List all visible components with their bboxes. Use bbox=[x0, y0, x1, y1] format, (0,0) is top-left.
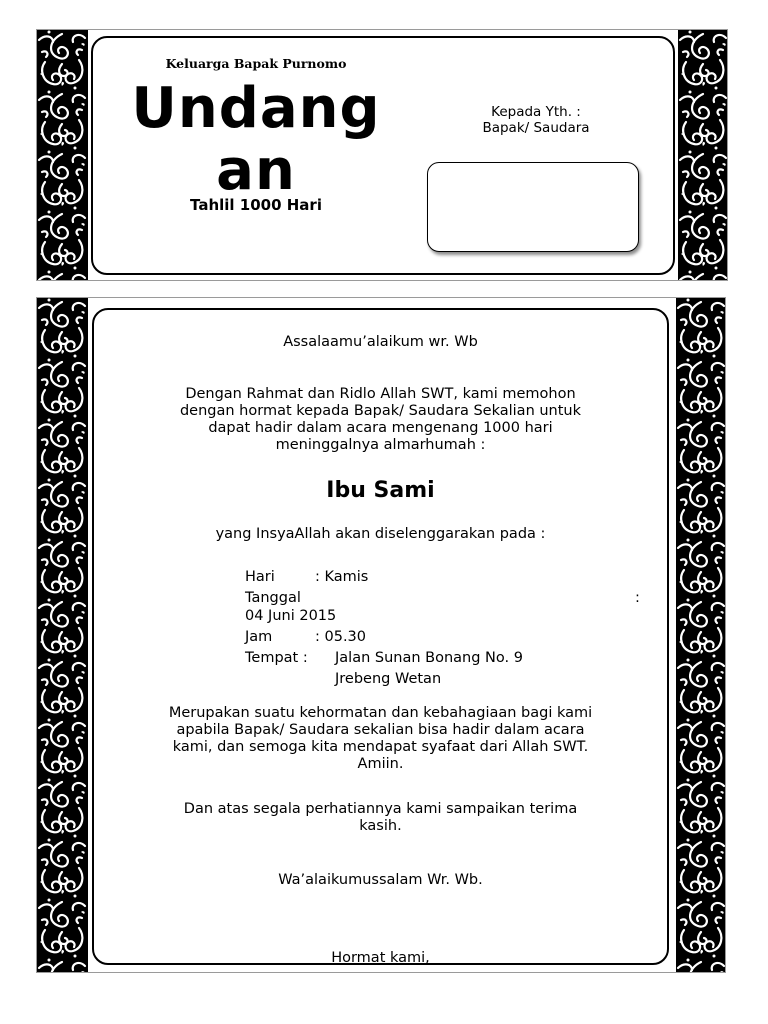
held-line: yang InsyaAllah akan diselenggarakan pada : bbox=[215, 526, 546, 542]
letter-frame bbox=[92, 308, 669, 965]
recipient-line-2: Bapak/ Saudara bbox=[482, 120, 590, 136]
honor-line: Amiin. bbox=[357, 756, 404, 772]
hari-label: Hari bbox=[245, 569, 275, 585]
hari-value: : Kamis bbox=[315, 569, 369, 585]
ornament-pattern bbox=[676, 298, 725, 972]
tempat-label: Tempat : bbox=[245, 650, 308, 666]
damask-border-left bbox=[37, 298, 88, 972]
intro-line: dapat hadir dalam acara mengenang 1000 hari bbox=[208, 420, 553, 436]
title-line-2: an bbox=[216, 138, 296, 203]
intro-line: meninggalnya almarhumah : bbox=[275, 437, 486, 453]
honor-line: kami, dan semoga kita mendapat syafaat dari Allah SWT. bbox=[172, 739, 589, 755]
greeting: Assalaamu’alaikum wr. Wb bbox=[283, 334, 478, 350]
tempat-value-line-1: Jalan Sunan Bonang No. 9 bbox=[335, 650, 523, 666]
ornament-pattern bbox=[678, 30, 727, 280]
cover-frame bbox=[91, 36, 675, 275]
thanks-line: Dan atas segala perhatiannya kami sampaikan terima bbox=[183, 801, 578, 817]
intro-line: dengan hormat kepada Bapak/ Saudara Sekalian untuk bbox=[179, 403, 582, 419]
honor-line: apabila Bapak/ Saudara sekalian bisa hadir dalam acara bbox=[176, 722, 585, 738]
jam-label: Jam bbox=[245, 629, 273, 645]
damask-border-right bbox=[678, 30, 727, 280]
damask-border-right bbox=[676, 298, 725, 972]
family-name: Keluarga Bapak Purnomo bbox=[165, 56, 347, 71]
event-subtitle: Tahlil 1000 Hari bbox=[190, 196, 322, 214]
deceased-name: Ibu Sami bbox=[326, 478, 435, 503]
intro-paragraph bbox=[94, 386, 667, 454]
damask-border-left bbox=[37, 30, 88, 280]
thanks-paragraph bbox=[94, 801, 667, 835]
closing-greeting: Wa’alaikumussalam Wr. Wb. bbox=[278, 872, 483, 888]
thanks-line: kasih. bbox=[359, 818, 402, 834]
tanggal-value: 04 Juni 2015 bbox=[245, 608, 337, 624]
honor-line: Merupakan suatu kehormatan dan kebahagiaan bagi kami bbox=[168, 705, 593, 721]
invitation-letter bbox=[36, 297, 726, 973]
intro-line: Dengan Rahmat dan Ridlo Allah SWT, kami memohon bbox=[185, 386, 576, 402]
tanggal-label: Tanggal bbox=[245, 590, 301, 606]
ornament-pattern bbox=[37, 298, 88, 972]
recipient-line-1: Kepada Yth. : bbox=[491, 104, 581, 120]
jam-value: : 05.30 bbox=[315, 629, 367, 645]
signoff: Hormat kami, bbox=[331, 950, 430, 966]
recipient-label bbox=[431, 104, 641, 136]
ornament-pattern bbox=[37, 30, 88, 280]
address-box bbox=[427, 162, 639, 252]
tanggal-colon: : bbox=[635, 590, 640, 606]
invitation-cover bbox=[36, 29, 728, 281]
tempat-value-line-2: Jrebeng Wetan bbox=[335, 671, 442, 687]
invitation-title bbox=[121, 78, 391, 202]
honor-paragraph bbox=[94, 705, 667, 773]
title-line-1: Undang bbox=[131, 76, 381, 141]
